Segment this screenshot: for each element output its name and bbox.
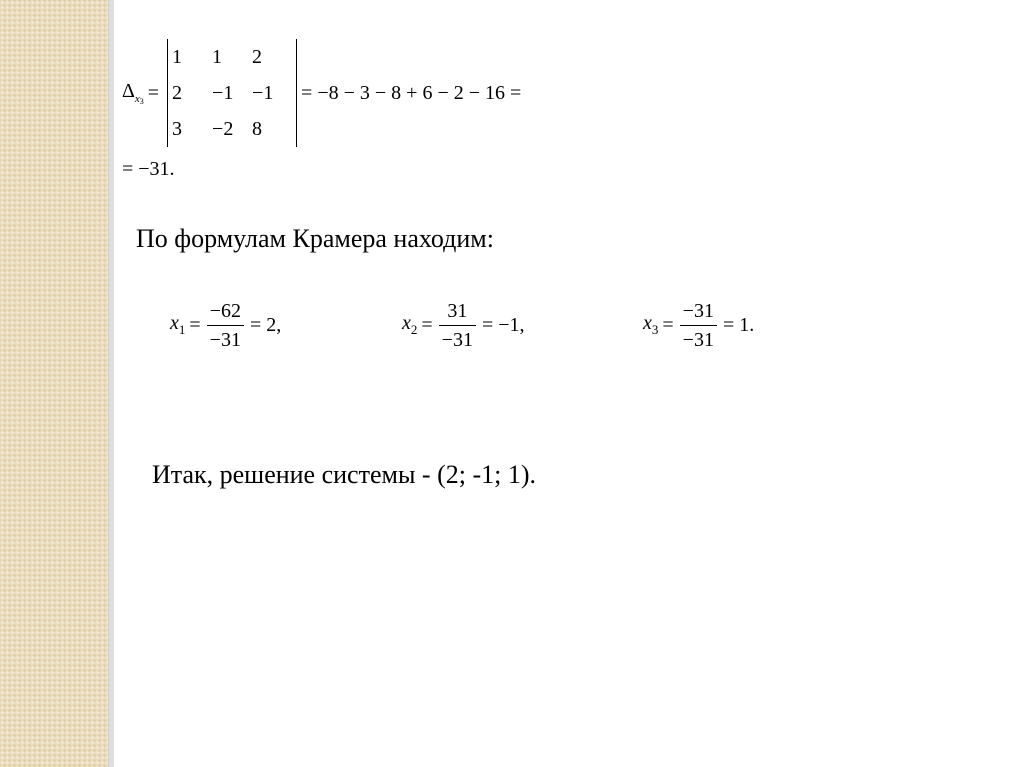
fraction-denominator: −31 [209, 328, 241, 351]
fraction-numerator: −62 [209, 299, 241, 322]
delta-sub-index: 3 [139, 97, 144, 106]
matrix-cell: −2 [212, 118, 234, 140]
formula-x3 [643, 290, 754, 360]
determinant-matrix [167, 39, 297, 147]
matrix-cell: 2 [172, 82, 183, 104]
fraction [439, 297, 476, 354]
determinant-expansion: = −8 − 3 − 8 + 6 − 2 − 16 = [301, 81, 522, 104]
determinant-equation [122, 38, 521, 148]
variable-letter: x [170, 312, 179, 334]
matrix-cell: 3 [172, 118, 183, 140]
delta-sub-var: x [134, 93, 140, 105]
delta-glyph: Δ [122, 80, 135, 102]
formula-result: = 2, [249, 313, 282, 336]
matrix-cell: 8 [252, 118, 263, 140]
matrix-cell: 2 [252, 46, 263, 68]
variable-index: 2 [410, 322, 418, 337]
formula-equals: = [421, 313, 433, 336]
formula-result: = −1, [481, 313, 525, 336]
variable-letter: x [643, 312, 652, 334]
determinant-equals: = [147, 81, 160, 104]
formula-equals: = [189, 313, 201, 336]
matrix-cell: 1 [172, 46, 183, 68]
variable-index: 1 [178, 322, 186, 337]
matrix-row [172, 39, 292, 75]
side-divider [108, 0, 114, 767]
formula-variable [643, 312, 658, 338]
formula-x2 [402, 290, 525, 360]
formula-x1 [170, 290, 281, 360]
matrix-cell: −1 [212, 82, 234, 104]
formula-equals: = [662, 313, 674, 336]
determinant-symbol [122, 80, 144, 106]
variable-letter: x [402, 312, 411, 334]
solution-conclusion: Итак, решение системы - (2; -1; 1). [152, 460, 536, 489]
fraction-denominator: −31 [682, 328, 714, 351]
cramer-heading: По формулам Крамера находим: [136, 224, 494, 253]
matrix-cell: −1 [252, 82, 274, 104]
cramer-formulas [0, 290, 1024, 370]
matrix-row [172, 75, 292, 111]
fraction [207, 297, 244, 354]
decorative-side-band [0, 0, 108, 767]
formula-variable [402, 312, 417, 338]
variable-index: 3 [651, 322, 659, 337]
formula-variable [170, 312, 185, 338]
determinant-result: = −31. [122, 158, 175, 180]
formula-result: = 1. [722, 313, 755, 336]
fraction-numerator: −31 [682, 299, 714, 322]
fraction-numerator: 31 [447, 299, 468, 322]
fraction-denominator: −31 [441, 328, 473, 351]
matrix-row [172, 111, 292, 147]
matrix-cell: 1 [212, 46, 223, 68]
fraction [680, 297, 717, 354]
